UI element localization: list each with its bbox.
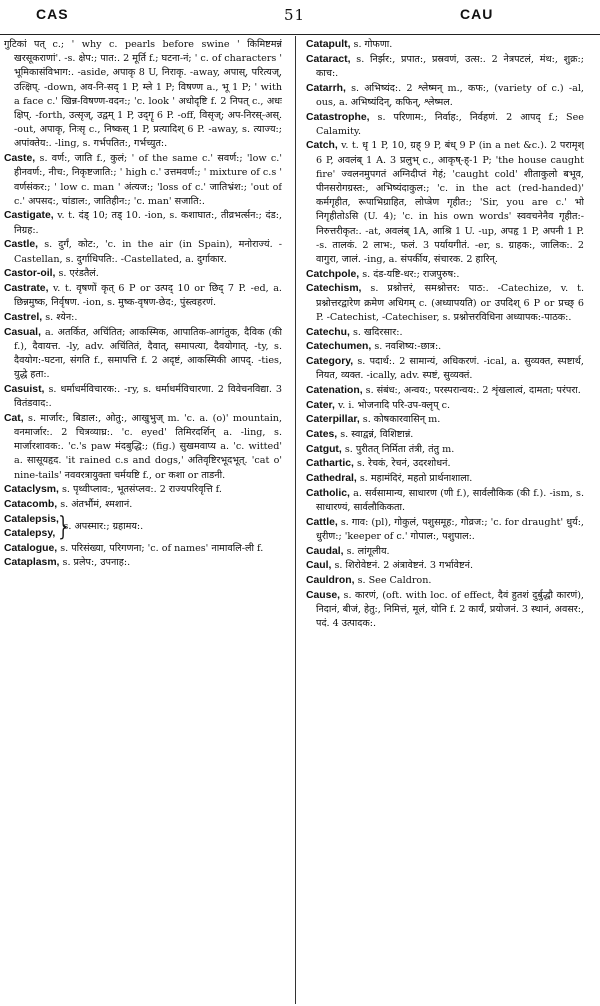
dictionary-entry (306, 545, 584, 559)
headword: Catalogue, (4, 542, 58, 554)
definition: v. t. धृ 1 P, 10, ग्रह् 9 P, बंध् 9 P (in a net &c.). 2 परामृश् 6 P, अवलंब् 1 A. 3 प्रलुभ् c., आकृष्-ह्-1 P; 'the house caught fire' ज्वलनमुपगतं अग्निदीप्तं गेहं; 'caught cold' शीताकुलो बभूव, पीनसरोगग्रस्त:, अभिष्यंदाकुल:; 'c. in the act (red-handed)' कर्मगृहीत, रूपाभिग्राहित, लोप्त्रेण गृहीत:; 'Sir, you are c.' भो निगृहीतोऽसि (U. 4); 'c. in his own words' स्ववचनेनैव गृहीत:-निरुत्तरीकृत:. -at, अवलंब् 1A, आश्रि 1 U. -up, अपहृ 1 P, अपनी 1 P. -s. तालकं. 2 लाभ:, फलं. 3 पर्यायगीतं. -er, s. ग्राहक:, जालिक:. 2 वागुरा, जालं. -ing, a. संपर्कीय, संचारक. 2 हारिन्. (316, 140, 584, 266)
definition: s. रेचकं, रेचनं, उदरशोधनं. (357, 458, 451, 470)
definition: s. कोषकारवासिन् m. (362, 414, 441, 426)
definition: a. अतर्कित, अचिंतित; आकस्मिक, आपातिक-आगंतुक, दैविक (की f.), दैवायत्त. -ly, adv. अचिंतितं, दैवात्, समापत्या, दैवयोगात्. -ty, s. दैवयोग:-घटना, संगति f., समापत्ति f. 2 अदृष्टं, आकस्मिकी आपद्. -ties, युद्धे हता:. (14, 326, 282, 381)
dictionary-entry (306, 516, 584, 544)
dictionary-entry (306, 355, 584, 383)
dictionary-entry (306, 443, 584, 457)
headword: Cat, (4, 412, 24, 424)
dictionary-entry (306, 559, 584, 573)
definition: s. परिसंख्या, परिगणना; 'c. of names' नामावलि-ली f. (60, 542, 264, 554)
right-column (306, 38, 584, 1004)
page-header (0, 0, 600, 35)
left-column (4, 38, 282, 1004)
headword: Catch, (306, 140, 338, 152)
headword: Catastrophe, (306, 111, 370, 123)
dictionary-entry (4, 38, 282, 152)
dictionary-entry (4, 326, 282, 383)
headword: Castigate, (4, 210, 54, 222)
dictionary-entry (4, 152, 282, 209)
headword: Catechism, (306, 283, 362, 295)
definition: v. i. भोजनादि परि-उप-क्लृप् c. (337, 399, 450, 411)
definition: s. अपस्मार:; ग्रहामय:. (63, 520, 144, 532)
definition: s. परिणाम:, निर्वाह:, निर्वहणं. 2 आपद् f.; See Calamity. (316, 111, 584, 137)
dictionary-entry (306, 472, 584, 486)
definition: s. नवशिष्य:-छात्र:. (374, 341, 442, 353)
definition: s. महामंदिरं, महतो प्रार्थनाशाला. (359, 473, 473, 485)
definition: s. श्येन:. (45, 311, 78, 323)
dictionary-entry (4, 513, 282, 541)
definition: s. प्रलेप:, उपनाह:. (62, 557, 131, 569)
headword: Cathedral, (306, 473, 357, 485)
definition: s. स्वाद्वन्नं, विशिष्टान्नं. (340, 428, 414, 440)
headword: Casuist, (4, 383, 45, 395)
headword: Catholic, (306, 487, 350, 499)
headword: Cause, (306, 589, 341, 601)
page-number: 51 (284, 6, 306, 24)
headword: Catalepsy, (4, 527, 56, 539)
dictionary-entry (306, 326, 584, 340)
headword: Catechumen, (306, 341, 372, 353)
dictionary-entry (306, 428, 584, 442)
definition: s. संबंध:, अन्वय:, परस्परान्वय:. 2 शृंखलात्वं, दामता; परंपरा. (365, 384, 581, 396)
dictionary-entry (4, 542, 282, 556)
dictionary-entry (4, 412, 282, 483)
right-guide-word: CAU (460, 6, 494, 22)
definition: गुटिकां पत् c.; ' why c. pearls before swine ' किमिष्टमन्नं खरसूकराणां'. -s. क्षेप:; पात:. 2 मूर्ति f.; घटना-नं; ' c. of characters ' भूमिकासंविभाग:. -aside, अपाकृ 8 U, निराकृ. -away, अपास्, परित्यज्, उत्क्षिप्. -down, अव-नि-सद् 1 P, म्ले 1 P; विषण्ण a., भू 1 P; ' with a face c.' खिन्न-विषण्ण-वदन:; 'c. look ' अधोदृष्टि f. 2 निपत् c., अधः क्षिप्. -forth, उत्सृज्, उद्वम् 1 P, उद्गॄ 6 P. -off, विसृज्; अप-निरस्-अस्. -out, अपाकृ, निःसृ c., निष्कस् 1 P, प्रत्यादिश् 6 P. -away, s. त्याज्य:; अपांक्तेय:. -ling, s. गर्भपतित:, गर्भच्युत:. (4, 39, 282, 150)
definition: s. वर्ण:, जाति f., कुलं; ' of the same c.' सवर्ण:; 'low c.' हीनवर्ण:, नीच:, निकृष्टजाति:; ' high c.' उत्तमवर्ण:; ' mixture of c.s ' वर्णसंकर:; ' low c. man ' अंत्यज:; 'loss of c.' जातिभ्रंश:; 'out of c.' अपसद:, चांडाल:, जातिहीन:; 'c. man' सजाति:. (14, 153, 282, 207)
dictionary-entry (4, 483, 282, 497)
headword: Cauldron, (306, 575, 355, 587)
dictionary-entry (4, 311, 282, 325)
definition: s. शिरोवेष्टनं. 2 अंत्रावेष्टनं. 3 गर्भावेष्टनं. (334, 560, 473, 572)
dictionary-entry (306, 282, 584, 325)
definition: s. अंतर्भौमं, श्मशानं. (60, 499, 133, 510)
dictionary-entry (306, 457, 584, 471)
headword: Catgut, (306, 443, 342, 455)
dictionary-entry (4, 282, 282, 310)
definition: s. कारणं, (oft. with loc. of effect, दैवं हुतशं दुर्बुद्धौ कारणं), निदानं, बीजं, हेतु:, निमित्तं, मूलं, योनि f. 2 कार्यं, प्रयोजनं. 3 स्थानं, अवसर:, पदं. 4 उत्पादक:. (316, 589, 584, 630)
headword: Caste, (4, 153, 36, 165)
headword: Caul, (306, 560, 332, 572)
definition: s. गोफणा. (353, 39, 393, 50)
definition: s. अभिष्यंद:. 2 श्लेष्मन् m., कफ:, (variety of c.) -al, ous, a. अभिष्यंदिन्, कफिन्, श्लेष्मल. (316, 82, 584, 108)
dictionary-entry (4, 556, 282, 570)
definition: s. पृथ्वीप्लाव:, भूतसंप्लव:. 2 राज्यपरिवृत्ति f. (61, 484, 222, 496)
definition: s. मार्जार:, बिडाल:, ओतु:, आखुभुज् m. 'c. a. (o)' mountain, वनमार्जार:. 2 चित्रव्याघ्र:. 'c. eyed' तिमिरदर्शिन् a. -ling, s. मार्जारशावक:. 'c.'s paw मंदबुद्धि:; (fig.) सुखमवाप्य a. 'c. witted' a. सासूयहृद. 'it rained c.s and dogs,' अतिवृष्टिरभूदभूत्. 'cat o' nine-tails' नववरत्रायुक्ता चर्मयष्टि f., or कशा or ताडनी. (14, 412, 282, 481)
headword: Cates, (306, 428, 338, 440)
headword: Cater, (306, 399, 335, 411)
dictionary-entry (306, 111, 584, 139)
dictionary-entry (306, 82, 584, 110)
definition: s. निर्झर:, प्रपात:, प्रस्रवणं, उत्स:. 2 नेत्रपटलं, मंथ:, शुक्र:; काच:. (316, 53, 584, 79)
definition: s. लांगूलीय. (346, 545, 390, 557)
column-divider (295, 36, 296, 1004)
headword: Cataplasm, (4, 557, 60, 569)
headword: Castor-oil, (4, 268, 56, 280)
headword: Catechu, (306, 326, 350, 338)
headword: Catacomb, (4, 499, 58, 510)
definition: s. खदिरसार:. (352, 326, 403, 338)
definition: s. गाव: (pl), गोकुलं, पशुसमूह:, गोव्रज:; 'c. for draught' धुर्य:, धुरीण:; 'keeper of c.' गोपाल:, पशुपाल:. (316, 516, 584, 542)
dictionary-entry (4, 383, 282, 411)
dictionary-entry (4, 238, 282, 266)
headword: Casual, (4, 326, 41, 338)
dictionary-entry (306, 53, 584, 81)
dictionary-entry (306, 399, 584, 413)
definition: v. t. दंड् 10; तड् 10. -ion, s. कशाघात:, तीव्रभर्त्सन:; दंड:, निग्रह:. (14, 210, 282, 236)
dictionary-entry (306, 487, 584, 515)
dictionary-entry (306, 38, 584, 52)
dictionary-entry (306, 139, 584, 267)
headword: Catenation, (306, 384, 363, 396)
definition: s. धर्माधर्मविचारक:. -ry, s. धर्माधर्मविचारणा. 2 विवेचनविद्या. 3 वितंडवाद:. (14, 383, 282, 410)
dictionary-entry (4, 209, 282, 237)
headword: Cathartic, (306, 458, 354, 470)
headword: Castrate, (4, 282, 49, 294)
definition: s. See Caldron. (357, 575, 432, 587)
dictionary-entry (306, 589, 584, 632)
headword: Category, (306, 355, 354, 367)
headword: Catalepsis, (4, 513, 59, 525)
brace-glyph: } (58, 511, 69, 542)
dictionary-entry (306, 340, 584, 354)
dictionary-entry (4, 267, 282, 281)
definition: s. पुरीतत् निर्मिता तंत्री, तंतु m. (344, 443, 455, 455)
headword: Caterpillar, (306, 414, 360, 426)
headword: Catchpole, (306, 268, 360, 280)
left-guide-word: CAS (36, 6, 69, 22)
definition: s. एरंडतैलं. (58, 268, 99, 280)
headword: Catarrh, (306, 82, 346, 94)
definition: s. प्रश्नोत्तरं, समश्नोत्तर: पाठ:. -Catechize, v. t. प्रश्नोत्तरद्वारेण क्रमेण अधिगम् c. (अध्यापयति) or उपदिश् 6 P or प्रच्छ् 6 P. -Catechist, -Catechiser, s. प्रश्नोत्तरविधिना अध्यापक:-पाठक:. (316, 283, 584, 323)
headword: Cataclysm, (4, 484, 59, 496)
headword: Cataract, (306, 53, 351, 65)
dictionary-entry (306, 384, 584, 398)
headword: Castrel, (4, 311, 43, 323)
definition: a. सर्वसामान्य, साधारण (णी f.), सार्वलौकिक (की f.). -ism, s. साधारण्यं, सार्वलौकिकता. (316, 487, 584, 513)
definition: s. दुर्गं, कोट:, 'c. in the air (in Spain), मनोराज्यं. -Castellan, s. दुर्गाधिपति:. -Castellated, a. दुर्गाकार. (14, 239, 282, 265)
headword: Catapult, (306, 39, 351, 50)
dictionary-entry (4, 498, 282, 512)
definition: s. पदार्थ:. 2 सामान्यं, अधिकरणं. -ical, a. सुव्यक्त, स्पष्टार्थ, नियत, व्यक्त. -ically, adv. स्पष्टं, सुव्यक्तं. (316, 355, 584, 382)
definition: s. दंड-यष्टि-धर:; राजपुरुष:. (362, 268, 460, 280)
headword: Caudal, (306, 545, 344, 557)
dictionary-entry (306, 268, 584, 282)
headword-group (4, 513, 59, 541)
definition: v. t. वृषणों कृत् 6 P or उत्पद् 10 or छिद् 7 P. -ed, a. छिन्नमुष्क, निर्वृषण. -ion, s. मुष्क-वृषण-छेद:, पुंस्त्वहरणं. (14, 282, 282, 309)
dictionary-entry (306, 574, 584, 588)
headword: Cattle, (306, 516, 338, 528)
dictionary-entry (306, 413, 584, 427)
headword: Castle, (4, 239, 39, 251)
